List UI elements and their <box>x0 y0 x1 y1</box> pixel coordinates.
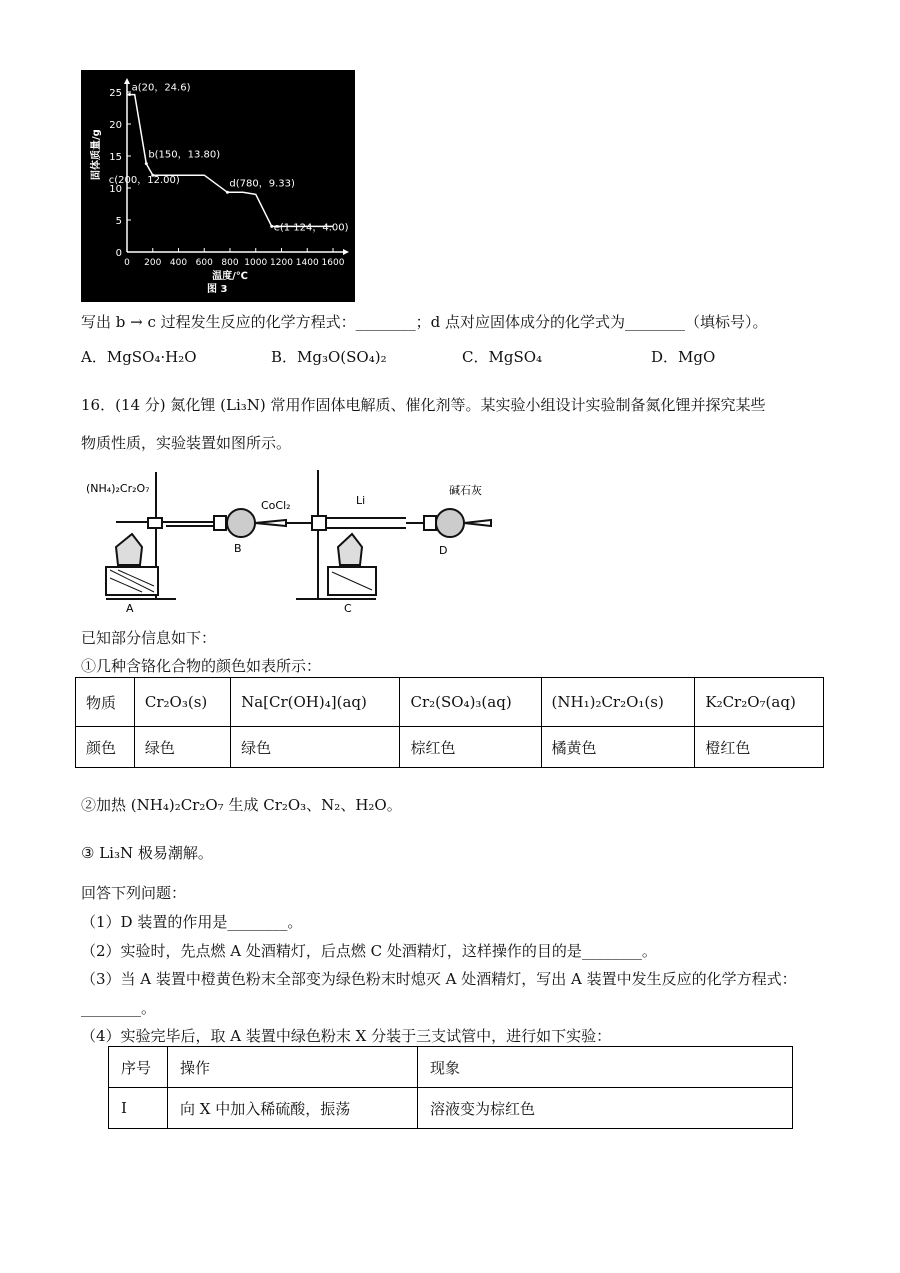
table-row <box>76 727 824 768</box>
x-tick-label: 800 <box>221 258 239 268</box>
sub-question-3a: （3）当 A 装置中橙黄色粉末全部变为绿色粉末时熄灭 A 处酒精灯，写出 A 装置中发生反应的化学方程式： <box>81 970 797 988</box>
table-cell: Cr₂O₃(s) <box>134 678 230 727</box>
chart-marks <box>109 83 349 234</box>
reagent-b-label: CoCl₂ <box>261 499 291 512</box>
data-point-label: a(20，24.6) <box>131 82 191 94</box>
data-point <box>226 191 229 194</box>
sub-question-4: （4）实验完毕后，取 A 装置中绿色粉末 X 分装于三支试管中，进行如下实验： <box>81 1027 612 1045</box>
x-tick-label: 600 <box>195 258 213 268</box>
q15-line: 写出 b → c 过程发生反应的化学方程式：________；d 点对应固体成分的化学式为________（填标号）。 <box>81 313 768 331</box>
y-tick-label: 0 <box>115 248 122 259</box>
x-axis-arrow <box>343 249 349 255</box>
table-cell: K₂Cr₂O₇(aq) <box>695 678 824 727</box>
table-row <box>109 1088 793 1129</box>
option-d: D．MgO <box>651 348 716 366</box>
y-tick-label: 15 <box>109 152 122 163</box>
y-tick-label: 20 <box>109 120 122 131</box>
table-cell: 橘黄色 <box>541 727 695 768</box>
table-header-cell: 序号 <box>109 1047 168 1088</box>
table-header-cell: 现象 <box>418 1047 793 1088</box>
table-header-cell: 操作 <box>168 1047 418 1088</box>
apparatus-label-c: C <box>344 602 352 612</box>
figure-label: 图 3 <box>207 284 228 295</box>
y-axis-arrow <box>124 78 130 84</box>
data-point-label: b(150，13.80) <box>148 149 221 161</box>
info-2: ②加热 (NH₄)₂Cr₂O₇ 生成 Cr₂O₃、N₂、H₂O。 <box>81 796 402 814</box>
sub-question-2: （2）实验时，先点燃 A 处酒精灯，后点燃 C 处酒精灯，这样操作的目的是________。 <box>81 942 657 960</box>
q16-line1: 16．(14 分) 氮化锂 (Li₃N) 常用作固体电解质、催化剂等。某实验小组设计实验制备氮化锂并探究某些 <box>81 396 766 414</box>
table-cell: 绿色 <box>134 727 230 768</box>
table-cell: Na[Cr(OH)₄](aq) <box>231 678 400 727</box>
data-point-label: d(780，9.33) <box>229 178 295 190</box>
option-c: C．MgSO₄ <box>462 348 543 366</box>
x-tick-label: 1600 <box>321 258 345 268</box>
apparatus-label-b: B <box>234 542 242 555</box>
table-cell: 溶液变为棕红色 <box>418 1088 793 1129</box>
apparatus-diagram <box>86 462 506 612</box>
y-tick-label: 5 <box>115 216 122 227</box>
apparatus-label-a: A <box>126 602 134 612</box>
table-cell: 向 X 中加入稀硫酸，振荡 <box>168 1088 418 1129</box>
y-tick-label: 10 <box>109 184 122 195</box>
x-tick-label: 0 <box>124 258 130 268</box>
y-tick-label: 25 <box>109 88 122 99</box>
sub-question-1: （1）D 装置的作用是________。 <box>81 913 303 931</box>
chart-svg <box>81 70 355 302</box>
data-point-label: e(1 124，4.00) <box>273 222 349 234</box>
table-cell: 绿色 <box>231 727 400 768</box>
x-tick-label: 400 <box>169 258 188 268</box>
reagent-c-label: Li <box>356 494 366 507</box>
apparatus-svg <box>86 462 506 612</box>
y-axis-label: 固体质量/g <box>91 129 102 180</box>
experiment-table <box>108 1046 793 1129</box>
x-tick-label: 1400 <box>295 258 319 268</box>
info-3: ③ Li₃N 极易潮解。 <box>81 844 213 862</box>
reagent-d-label: 碱石灰 <box>449 484 482 497</box>
table-cell: 棕红色 <box>400 727 541 768</box>
table-row <box>76 678 824 727</box>
table-row <box>109 1047 793 1088</box>
table-cell: 橙红色 <box>695 727 824 768</box>
apparatus-label-d: D <box>439 544 448 557</box>
table-cell: I <box>109 1088 168 1129</box>
table-cell: 颜色 <box>76 727 135 768</box>
table-cell: Cr₂(SO₄)₃(aq) <box>400 678 541 727</box>
reagent-a-label: (NH₄)₂Cr₂O₇ <box>86 482 150 495</box>
info-1: ①几种含铬化合物的颜色如表所示： <box>81 657 322 675</box>
sub-question-3b: ________。 <box>81 999 157 1017</box>
data-point <box>145 162 148 165</box>
known-info: 已知部分信息如下： <box>81 629 217 647</box>
chromium-colors-table <box>75 677 824 768</box>
option-a: A．MgSO₄·H₂O <box>81 348 197 366</box>
x-axis-label: 温度/℃ <box>212 271 248 282</box>
x-tick-label: 1000 <box>244 258 268 268</box>
q16-line2: 物质性质，实验装置如图所示。 <box>81 434 292 452</box>
data-point-label: c(200，12.00) <box>108 175 180 187</box>
x-tick-label: 1200 <box>270 258 293 268</box>
tga-chart <box>81 70 355 302</box>
table-cell: 物质 <box>76 678 135 727</box>
x-tick-label: 200 <box>144 258 162 268</box>
answer-heading: 回答下列问题： <box>81 884 187 902</box>
table-cell: (NH₁)₂Cr₂O₁(s) <box>541 678 695 727</box>
option-b: B．Mg₃O(SO₄)₂ <box>271 348 387 366</box>
